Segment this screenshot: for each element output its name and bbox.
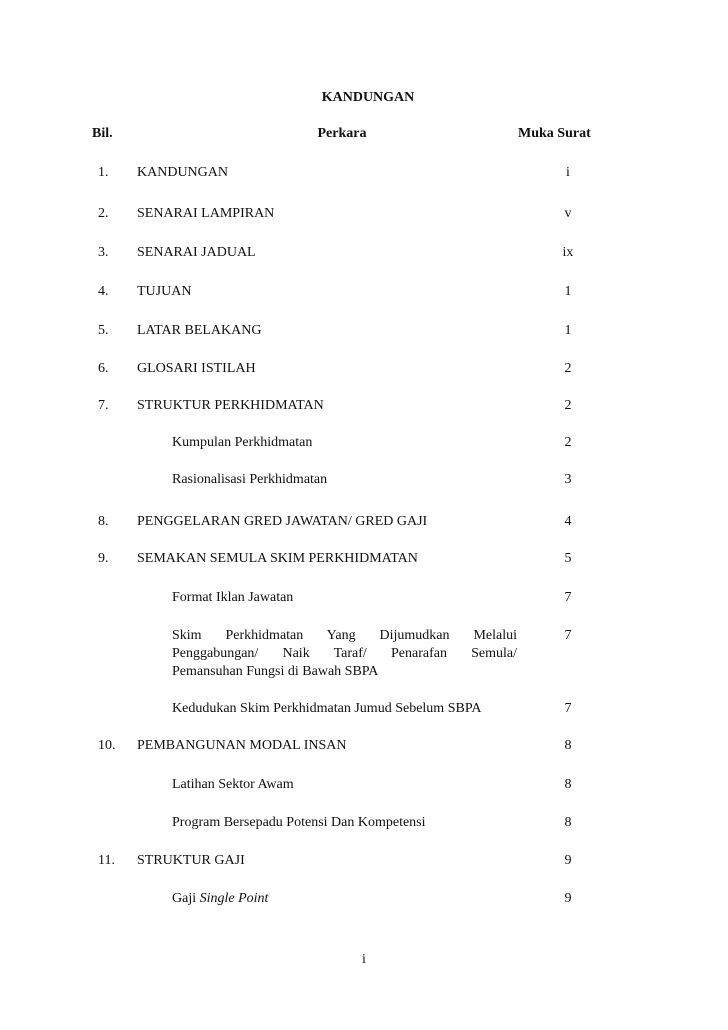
entry-label: GLOSARI ISTILAH: [137, 361, 256, 376]
entry-page: 7: [564, 590, 572, 605]
entry-page: ix: [562, 245, 574, 260]
entry-label: [172, 627, 517, 681]
entry-label-line: Pemansuhan Fungsi di Bawah SBPA: [172, 664, 379, 679]
entry-page: i: [566, 165, 570, 180]
entry-label: Latihan Sektor Awam: [172, 777, 294, 792]
entry-page: 9: [564, 853, 572, 868]
page-title: [0, 90, 728, 106]
entry-page: 1: [564, 323, 572, 338]
entry-label: [172, 890, 268, 908]
entry-label: LATAR BELAKANG: [137, 323, 262, 338]
entry-page: 7: [564, 628, 572, 643]
entry-label: Format Iklan Jawatan: [172, 590, 294, 605]
entry-number: 5.: [98, 323, 109, 338]
entry-number: 1.: [98, 165, 109, 180]
entry-label-line: Penggabungan/ Naik Taraf/ Penarafan Semula/: [172, 646, 517, 661]
title-text: KANDUNGAN: [321, 90, 415, 105]
page-number: i: [362, 952, 366, 967]
entry-label: Program Bersepadu Potensi Dan Kompetensi: [172, 815, 426, 830]
header-bil: Bil.: [92, 126, 113, 141]
entry-number: 3.: [98, 245, 109, 260]
entry-number: 7.: [98, 398, 109, 413]
entry-page: 9: [564, 891, 572, 906]
entry-label: TUJUAN: [137, 284, 192, 299]
entry-label: STRUKTUR GAJI: [137, 853, 245, 868]
entry-label-line: Skim Perkhidmatan Yang Dijumudkan Melalui: [172, 628, 517, 643]
entry-label-prefix: Gaji: [172, 891, 197, 906]
entry-page: 2: [564, 435, 572, 450]
entry-page: v: [564, 206, 572, 221]
entry-page: 8: [564, 738, 572, 753]
entry-page: 7: [564, 701, 572, 716]
entry-page: 5: [564, 551, 572, 566]
entry-number: 2.: [98, 206, 109, 221]
entry-label-italic: Single Point: [199, 891, 269, 906]
entry-number: 8.: [98, 514, 109, 529]
entry-number: 10.: [98, 738, 116, 753]
entry-page: 3: [564, 472, 572, 487]
entry-label: SEMAKAN SEMULA SKIM PERKHIDMATAN: [137, 551, 418, 566]
entry-page: 8: [564, 777, 572, 792]
header-muka-surat: Muka Surat: [518, 126, 591, 141]
entry-label: Kedudukan Skim Perkhidmatan Jumud Sebelum SBPA: [172, 701, 482, 716]
entry-label: PENGGELARAN GRED JAWATAN/ GRED GAJI: [137, 514, 428, 529]
entry-label: PEMBANGUNAN MODAL INSAN: [137, 738, 347, 753]
entry-label: Kumpulan Perkhidmatan: [172, 435, 313, 450]
entry-label: SENARAI LAMPIRAN: [137, 206, 275, 221]
entry-label: Rasionalisasi Perkhidmatan: [172, 472, 328, 487]
entry-page: 1: [564, 284, 572, 299]
entry-page: 4: [564, 514, 572, 529]
page-footer: [0, 952, 728, 968]
entry-number: 6.: [98, 361, 109, 376]
entry-page: 2: [564, 398, 572, 413]
entry-label: STRUKTUR PERKHIDMATAN: [137, 398, 324, 413]
entry-number: 11.: [98, 853, 115, 868]
header-perkara: Perkara: [317, 126, 367, 141]
entry-page: 2: [564, 361, 572, 376]
entry-label: SENARAI JADUAL: [137, 245, 256, 260]
entry-number: 9.: [98, 551, 109, 566]
entry-page: 8: [564, 815, 572, 830]
entry-label: KANDUNGAN: [137, 165, 228, 180]
entry-number: 4.: [98, 284, 109, 299]
